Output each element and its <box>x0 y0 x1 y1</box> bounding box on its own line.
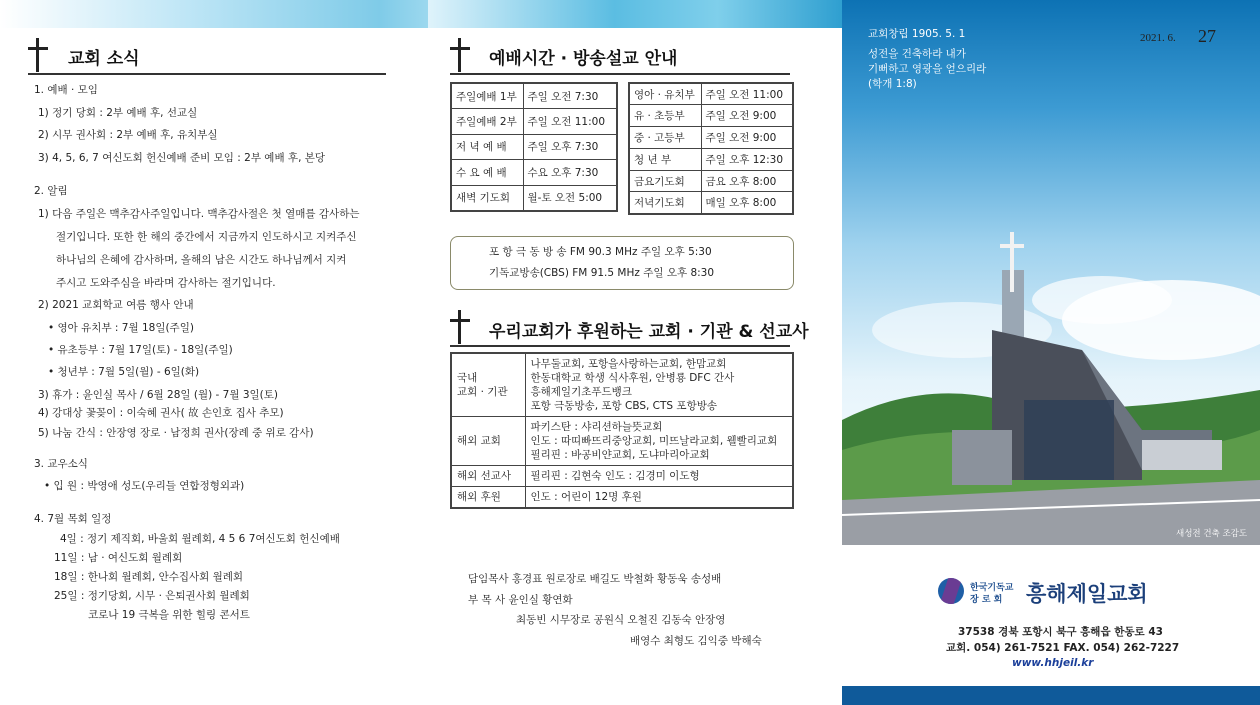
top-color-band <box>0 0 842 28</box>
schedule-label: 수 요 예 배 <box>451 160 523 186</box>
news-line: 1. 예배 · 모임 <box>34 84 98 96</box>
support-label: 국내 교회 · 기관 <box>451 353 525 417</box>
news-line: 주시고 도와주심을 바라며 감사하는 절기입니다. <box>56 277 276 289</box>
title-underline <box>450 73 790 75</box>
schedule-label: 새벽 기도회 <box>451 185 523 211</box>
news-line: • 청년부 : 7월 5일(월) - 6일(화) <box>48 366 200 378</box>
verse-line: (학개 1:8) <box>868 78 917 90</box>
schedule-row <box>629 148 793 170</box>
schedule-row <box>451 83 617 109</box>
support-row <box>451 417 793 466</box>
cover-panel <box>842 0 1260 705</box>
news-line: 코로나 19 극복을 위한 힐링 콘서트 <box>88 609 250 621</box>
worship-table-left <box>450 82 618 212</box>
staff-line: 배영수 최형도 김익중 박해숙 <box>630 635 762 647</box>
schedule-label: 저 녁 예 배 <box>451 134 523 160</box>
cross-icon <box>448 38 472 72</box>
schedule-time: 매일 오후 8:00 <box>701 192 793 214</box>
address-text: 37538 경북 포항시 북구 흥해읍 한동로 43 <box>958 626 1163 638</box>
news-line: 18일 : 한나회 월례회, 안수집사회 월례회 <box>54 571 244 583</box>
staff-line: 최동빈 시무장로 공원식 오철진 김동숙 안장영 <box>516 614 726 626</box>
schedule-time: 주일 오후 12:30 <box>701 148 793 170</box>
news-line: 3. 교우소식 <box>34 458 88 470</box>
bulletin-date: 2021. 6. <box>1140 32 1176 44</box>
worship-table-right <box>628 82 794 215</box>
news-line: 3) 휴가 : 윤인실 목사 / 6월 28일 (월) - 7월 3일(토) <box>38 389 279 401</box>
cross-icon <box>26 38 50 72</box>
logo-denomination: 한국기독교 <box>970 583 1014 593</box>
support-text: 파키스탄 : 샤리션하늘뜻교회 인도 : 따띠빠뜨리중앙교회, 미뜨날라교회, 웰빨리교회 필리핀 : 바공비얀교회, 도냐마리아교회 <box>525 417 793 466</box>
title-underline <box>450 345 790 347</box>
cross-icon <box>448 310 472 344</box>
news-line: 25일 : 정기당회, 시무 · 은퇴권사회 월례회 <box>54 590 250 602</box>
verse-line: 기뻐하고 영광을 얻으리라 <box>868 63 987 75</box>
schedule-row <box>629 105 793 127</box>
news-line: 4) 강대상 꽃꽂이 : 이숙혜 권사( 故 손인호 집사 추모) <box>38 407 284 419</box>
news-line: 5) 나눔 간식 : 안장영 장로 · 남정희 권사(장례 중 위로 감사) <box>38 427 314 439</box>
title-underline <box>28 73 386 75</box>
schedule-label: 주일예배 2부 <box>451 109 523 135</box>
staff-line: 담임목사 홍경표 원로장로 배길도 박철화 황동욱 송성배 <box>468 573 722 585</box>
news-line: • 유초등부 : 7월 17일(토) - 18일(주일) <box>48 344 233 356</box>
schedule-label: 주일예배 1부 <box>451 83 523 109</box>
founded-text: 교회창립 1905. 5. 1 <box>868 28 966 40</box>
schedule-time: 주일 오후 7:30 <box>523 134 617 160</box>
news-line: 2) 2021 교회학교 여름 행사 안내 <box>38 299 194 311</box>
support-title: 우리교회가 후원하는 교회 · 기관 & 선교사 <box>489 322 809 342</box>
schedule-time: 주일 오전 11:00 <box>701 83 793 105</box>
schedule-row <box>629 170 793 192</box>
support-label: 해외 후원 <box>451 487 525 509</box>
news-line: • 영아 유치부 : 7월 18일(주일) <box>48 322 194 334</box>
staff-line: 부 목 사 윤인실 황연화 <box>468 594 573 606</box>
news-line: 2) 시무 권사회 : 2부 예배 후, 유치부실 <box>38 129 218 141</box>
news-title: 교회 소식 <box>68 49 140 69</box>
news-line: 1) 정기 당회 : 2부 예배 후, 선교실 <box>38 107 198 119</box>
verse-line: 성전을 건축하라 내가 <box>868 48 966 60</box>
broadcast-line: 기독교방송(CBS) FM 91.5 MHz 주일 오후 8:30 <box>489 267 715 279</box>
schedule-time: 금요 오후 8:00 <box>701 170 793 192</box>
phone-text: 교회. 054) 261-7521 FAX. 054) 262-7227 <box>946 642 1180 654</box>
schedule-time: 수요 오후 7:30 <box>523 160 617 186</box>
support-row <box>451 466 793 487</box>
schedule-time: 월-토 오전 5:00 <box>523 185 617 211</box>
support-table <box>450 352 794 509</box>
news-line: 절기입니다. 또한 한 해의 중간에서 지금까지 인도하시고 지켜주신 <box>56 231 357 243</box>
support-text: 필리핀 : 김현숙 인도 : 김경미 이도형 <box>525 466 793 487</box>
schedule-row <box>451 185 617 211</box>
schedule-label: 유 · 초등부 <box>629 105 701 127</box>
schedule-label: 저녁기도회 <box>629 192 701 214</box>
website-link[interactable]: www.hhjeil.kr <box>1012 657 1094 669</box>
church-name: 흥해제일교회 <box>1026 582 1148 606</box>
bulletin-day: 27 <box>1198 26 1216 46</box>
news-line: 3) 4, 5, 6, 7 여신도회 헌신예배 준비 모임 : 2부 예배 후, 본당 <box>38 152 326 164</box>
illustration-caption: 새성전 건축 조감도 <box>1176 529 1248 539</box>
support-text: 인도 : 어린이 12명 후원 <box>525 487 793 509</box>
schedule-time: 주일 오전 7:30 <box>523 83 617 109</box>
news-line: • 입 원 : 박영애 성도(우리들 연합정형외과) <box>44 480 245 492</box>
news-line: 2. 알림 <box>34 185 68 197</box>
news-line: 11일 : 남 · 여신도회 월례회 <box>54 552 183 564</box>
support-label: 해외 교회 <box>451 417 525 466</box>
news-line: 4. 7월 목회 일정 <box>34 513 112 525</box>
schedule-row <box>451 160 617 186</box>
support-text: 나무둘교회, 포항을사랑하는교회, 한맘교회 한동대학교 학생 식사후원, 안병룡 DFC 간사 흥해제일기초푸드뱅크 포항 극동방송, 포항 CBS, CTS 포항방송 <box>525 353 793 417</box>
schedule-label: 중 · 고등부 <box>629 127 701 149</box>
schedule-row <box>629 192 793 214</box>
schedule-time: 주일 오전 9:00 <box>701 105 793 127</box>
support-row <box>451 353 793 417</box>
church-logo <box>938 578 964 604</box>
bottom-bar <box>842 686 1260 705</box>
news-line: 1) 다음 주일은 맥추감사주일입니다. 맥추감사절은 첫 열매를 감사하는 <box>38 208 360 220</box>
news-line: 4일 : 정기 제직회, 바울회 월례회, 4 5 6 7여신도회 헌신예배 <box>60 533 340 545</box>
broadcast-line: 포 항 극 동 방 송 FM 90.3 MHz 주일 오후 5:30 <box>489 246 712 258</box>
schedule-row <box>629 127 793 149</box>
schedule-label: 영아 · 유치부 <box>629 83 701 105</box>
schedule-time: 주일 오전 11:00 <box>523 109 617 135</box>
news-line: 하나님의 은혜에 감사하며, 올해의 남은 시간도 하나님께서 지켜 <box>56 254 347 266</box>
schedule-row <box>451 134 617 160</box>
schedule-row <box>451 109 617 135</box>
broadcast-box <box>450 236 794 290</box>
schedule-row <box>629 83 793 105</box>
schedule-label: 금요기도회 <box>629 170 701 192</box>
schedule-label: 청 년 부 <box>629 148 701 170</box>
support-row <box>451 487 793 509</box>
logo-denomination: 장 로 회 <box>970 595 1003 605</box>
schedule-time: 주일 오전 9:00 <box>701 127 793 149</box>
worship-title: 예배시간 · 방송설교 안내 <box>489 49 678 69</box>
support-label: 해외 선교사 <box>451 466 525 487</box>
